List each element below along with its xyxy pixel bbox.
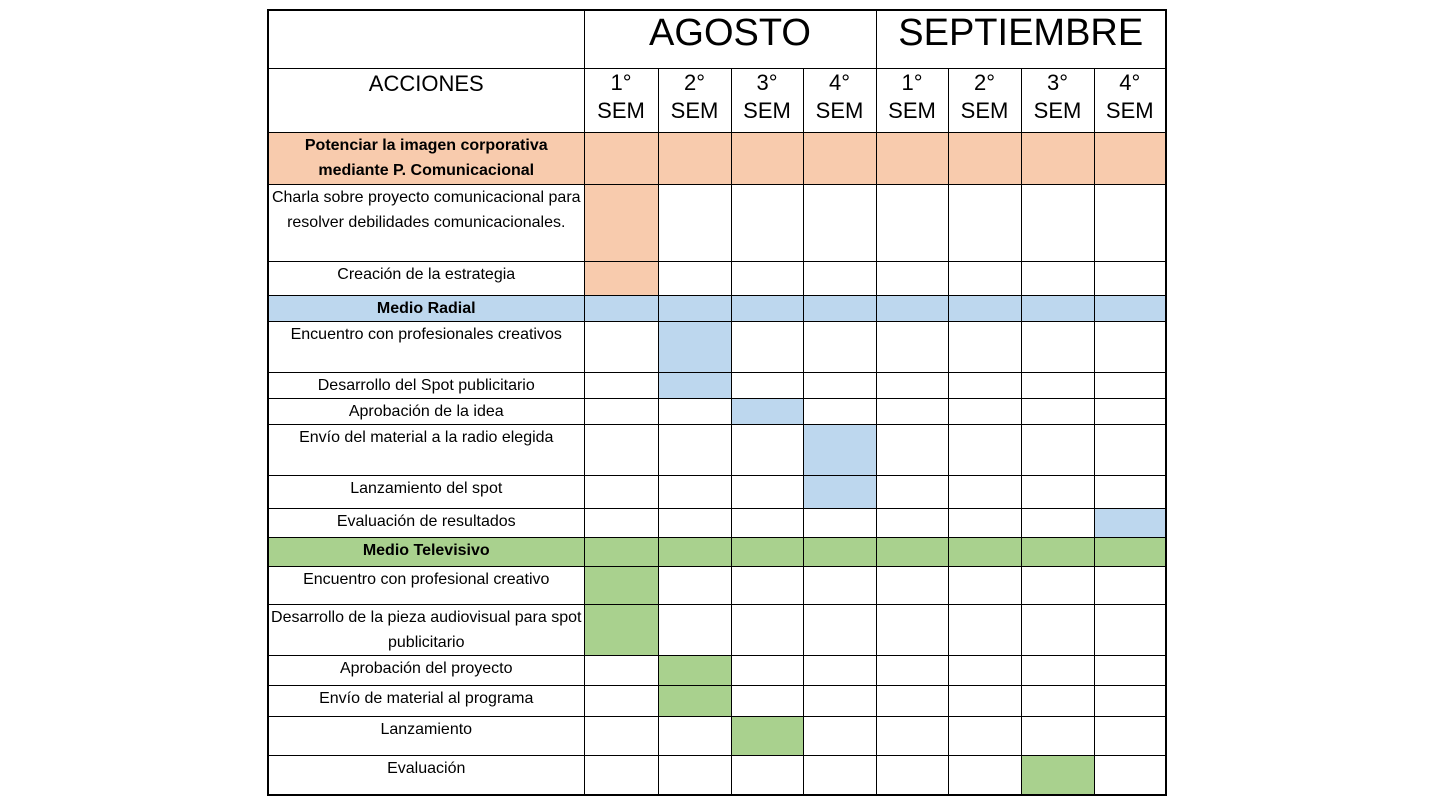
- week-cell: [876, 261, 948, 295]
- week-cell: [876, 604, 948, 655]
- week-cell: [803, 566, 876, 604]
- week-cell: [658, 372, 731, 398]
- week-cell: [1021, 321, 1094, 372]
- week-cell: [1021, 372, 1094, 398]
- week-cell: [1021, 716, 1094, 755]
- week-cell: [1021, 184, 1094, 261]
- action-label: Evaluación de resultados: [268, 508, 584, 537]
- week-cell: [948, 508, 1021, 537]
- week-cell: [1094, 716, 1166, 755]
- week-cell: [584, 537, 658, 566]
- week-cell: [1094, 295, 1166, 321]
- week-cell: [1094, 184, 1166, 261]
- week-cell: [803, 508, 876, 537]
- action-label: Aprobación de la idea: [268, 398, 584, 424]
- week-cell: [584, 424, 658, 475]
- week-cell: [731, 716, 803, 755]
- week-cell: [658, 184, 731, 261]
- action-row: [268, 475, 1166, 508]
- month-header-agosto: AGOSTO: [584, 10, 876, 68]
- week-cell: [948, 321, 1021, 372]
- action-row: [268, 184, 1166, 261]
- week-cell: [731, 537, 803, 566]
- week-cell: [948, 537, 1021, 566]
- category-label: Potenciar la imagen corporativa mediante P. Comunicacional: [268, 132, 584, 184]
- week-header-2: [658, 68, 731, 132]
- week-cell: [1021, 424, 1094, 475]
- week-cell: [876, 295, 948, 321]
- week-cell: [731, 604, 803, 655]
- week-cell: [948, 424, 1021, 475]
- week-cell: [803, 184, 876, 261]
- week-cell: [584, 475, 658, 508]
- week-cell: [584, 321, 658, 372]
- week-cell: [584, 716, 658, 755]
- week-cell: [658, 508, 731, 537]
- week-cell: [584, 566, 658, 604]
- week-cell: [948, 372, 1021, 398]
- week-cell: [876, 685, 948, 716]
- week-cell: [1021, 132, 1094, 184]
- action-row: [268, 508, 1166, 537]
- week-cell: [1021, 261, 1094, 295]
- week-cell: [1094, 321, 1166, 372]
- week-cell: [876, 424, 948, 475]
- week-cell: [803, 424, 876, 475]
- corner-cell: [268, 10, 584, 68]
- week-cell: [1094, 655, 1166, 685]
- action-row: [268, 566, 1166, 604]
- week-cell: [1021, 755, 1094, 795]
- week-cell: [658, 604, 731, 655]
- week-cell: [803, 716, 876, 755]
- week-cell: [1094, 398, 1166, 424]
- week-cell: [658, 566, 731, 604]
- week-sem-label: SEM: [743, 97, 791, 123]
- week-header-6: [948, 68, 1021, 132]
- category-label: Medio Radial: [268, 295, 584, 321]
- week-header-8: [1094, 68, 1166, 132]
- week-cell: [731, 321, 803, 372]
- week-cell: [1094, 508, 1166, 537]
- week-cell: [876, 132, 948, 184]
- week-cell: [1021, 537, 1094, 566]
- week-cell: [658, 537, 731, 566]
- action-label: Aprobación del proyecto: [268, 655, 584, 685]
- week-cell: [1021, 655, 1094, 685]
- week-cell: [876, 655, 948, 685]
- week-cell: [803, 321, 876, 372]
- week-header-row: [268, 68, 1166, 132]
- week-header-3: [731, 68, 803, 132]
- action-label: Envío de material al programa: [268, 685, 584, 716]
- action-row: [268, 604, 1166, 655]
- week-cell: [948, 132, 1021, 184]
- week-cell: [876, 716, 948, 755]
- week-cell: [876, 321, 948, 372]
- week-cell: [1021, 566, 1094, 604]
- week-sem-label: SEM: [670, 97, 719, 123]
- week-cell: [731, 132, 803, 184]
- week-cell: [803, 604, 876, 655]
- week-cell: [1021, 295, 1094, 321]
- week-cell: [584, 295, 658, 321]
- week-cell: [1094, 755, 1166, 795]
- week-cell: [1094, 566, 1166, 604]
- action-row: [268, 398, 1166, 424]
- action-label: Encuentro con profesional creativo: [268, 566, 584, 604]
- week-sem-label: SEM: [888, 97, 936, 123]
- week-cell: [658, 655, 731, 685]
- week-cell: [584, 261, 658, 295]
- week-cell: [658, 321, 731, 372]
- week-sem-label: SEM: [1033, 97, 1082, 123]
- week-cell: [1094, 424, 1166, 475]
- week-cell: [1021, 685, 1094, 716]
- week-cell: [731, 424, 803, 475]
- week-cell: [731, 475, 803, 508]
- week-cell: [803, 261, 876, 295]
- action-label: Creación de la estrategia: [268, 261, 584, 295]
- week-cell: [658, 295, 731, 321]
- week-cell: [803, 755, 876, 795]
- week-cell: [658, 398, 731, 424]
- action-label: Desarrollo de la pieza audiovisual para spot publicitario: [268, 604, 584, 655]
- week-cell: [803, 685, 876, 716]
- week-cell: [876, 566, 948, 604]
- week-cell: [1021, 475, 1094, 508]
- week-cell: [948, 566, 1021, 604]
- week-cell: [948, 604, 1021, 655]
- week-cell: [584, 685, 658, 716]
- week-cell: [584, 184, 658, 261]
- week-cell: [731, 566, 803, 604]
- week-cell: [584, 604, 658, 655]
- week-cell: [1021, 508, 1094, 537]
- week-sem-label: SEM: [1105, 97, 1154, 123]
- week-cell: [731, 398, 803, 424]
- week-cell: [1094, 372, 1166, 398]
- action-label: Charla sobre proyecto comunicacional para resolver debilidades comunicacionales.: [268, 184, 584, 261]
- category-row: [268, 295, 1166, 321]
- category-row: [268, 537, 1166, 566]
- week-cell: [584, 398, 658, 424]
- week-number: 1°: [610, 69, 632, 95]
- action-row: [268, 755, 1166, 795]
- action-row: [268, 321, 1166, 372]
- week-cell: [876, 184, 948, 261]
- action-label: Lanzamiento del spot: [268, 475, 584, 508]
- week-header-5: [876, 68, 948, 132]
- week-cell: [731, 372, 803, 398]
- week-sem-label: SEM: [815, 97, 864, 123]
- week-cell: [1094, 537, 1166, 566]
- week-cell: [731, 184, 803, 261]
- week-cell: [731, 508, 803, 537]
- week-cell: [948, 716, 1021, 755]
- week-cell: [1021, 398, 1094, 424]
- week-cell: [876, 508, 948, 537]
- week-cell: [731, 755, 803, 795]
- week-cell: [876, 398, 948, 424]
- action-row: [268, 685, 1166, 716]
- week-number: 3°: [756, 69, 778, 95]
- week-cell: [658, 132, 731, 184]
- week-cell: [803, 475, 876, 508]
- week-cell: [584, 655, 658, 685]
- week-header-7: [1021, 68, 1094, 132]
- week-cell: [948, 295, 1021, 321]
- week-cell: [876, 372, 948, 398]
- week-sem-label: SEM: [960, 97, 1009, 123]
- week-cell: [1094, 132, 1166, 184]
- week-cell: [803, 295, 876, 321]
- week-cell: [803, 537, 876, 566]
- week-cell: [803, 132, 876, 184]
- week-cell: [803, 655, 876, 685]
- action-label: Envío del material a la radio elegida: [268, 424, 584, 475]
- week-number: 1°: [901, 69, 923, 95]
- action-label: Encuentro con profesionales creativos: [268, 321, 584, 372]
- week-cell: [948, 685, 1021, 716]
- week-number: 2°: [973, 69, 996, 95]
- week-cell: [1021, 604, 1094, 655]
- action-label: Desarrollo del Spot publicitario: [268, 372, 584, 398]
- week-cell: [948, 475, 1021, 508]
- week-cell: [803, 398, 876, 424]
- week-cell: [1094, 685, 1166, 716]
- week-header-1: [584, 68, 658, 132]
- week-number: 4°: [1119, 69, 1141, 95]
- month-header-septiembre: SEPTIEMBRE: [876, 10, 1166, 68]
- week-cell: [731, 261, 803, 295]
- week-cell: [584, 755, 658, 795]
- week-cell: [876, 755, 948, 795]
- action-label: Lanzamiento: [268, 716, 584, 755]
- week-cell: [948, 398, 1021, 424]
- week-cell: [731, 295, 803, 321]
- action-row: [268, 261, 1166, 295]
- actions-body: [268, 132, 1166, 795]
- week-sem-label: SEM: [597, 97, 645, 123]
- week-cell: [876, 475, 948, 508]
- week-cell: [584, 132, 658, 184]
- week-cell: [1094, 261, 1166, 295]
- week-header-4: [803, 68, 876, 132]
- week-cell: [658, 424, 731, 475]
- acciones-header: ACCIONES: [268, 68, 584, 132]
- week-number: 4°: [828, 69, 851, 95]
- week-cell: [803, 372, 876, 398]
- week-cell: [658, 261, 731, 295]
- category-row: [268, 132, 1166, 184]
- week-cell: [658, 755, 731, 795]
- week-cell: [948, 184, 1021, 261]
- schedule-table: [267, 9, 1167, 796]
- week-cell: [1094, 475, 1166, 508]
- week-number: 3°: [1046, 69, 1069, 95]
- action-row: [268, 716, 1166, 755]
- week-cell: [731, 685, 803, 716]
- week-cell: [584, 372, 658, 398]
- action-row: [268, 372, 1166, 398]
- action-row: [268, 655, 1166, 685]
- month-header-row: [268, 10, 1166, 68]
- week-cell: [584, 508, 658, 537]
- week-cell: [731, 655, 803, 685]
- category-label: Medio Televisivo: [268, 537, 584, 566]
- action-label: Evaluación: [268, 755, 584, 795]
- week-cell: [658, 685, 731, 716]
- week-cell: [876, 537, 948, 566]
- week-cell: [948, 261, 1021, 295]
- week-cell: [658, 475, 731, 508]
- action-row: [268, 424, 1166, 475]
- week-cell: [948, 655, 1021, 685]
- week-cell: [948, 755, 1021, 795]
- week-cell: [1094, 604, 1166, 655]
- week-number: 2°: [683, 69, 706, 95]
- week-cell: [658, 716, 731, 755]
